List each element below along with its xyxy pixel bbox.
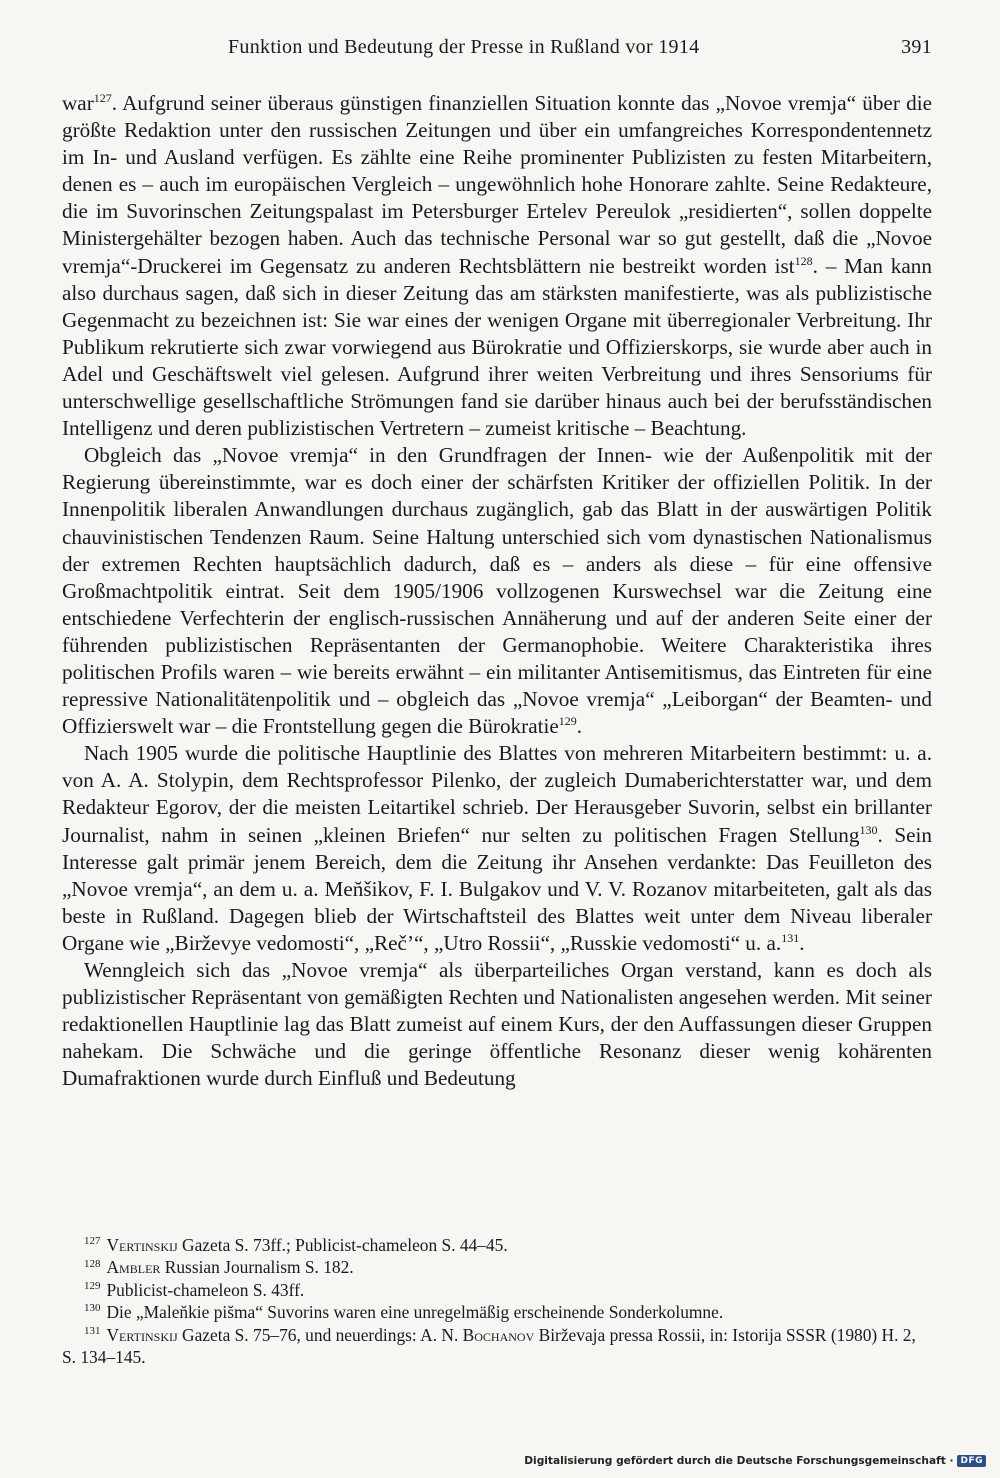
footnote-number: 128 — [84, 1257, 101, 1270]
footnote-marker: 131 — [781, 930, 800, 945]
text-run: Birževaja pressa Rossii, in: Istorija SSSR (1980) H. 2, S. 134–145. — [62, 1324, 916, 1368]
author-name: Ambler — [106, 1257, 161, 1278]
paragraph — [62, 740, 932, 957]
footnote-marker: 127 — [93, 90, 112, 105]
credit-text: Digitalisierung gefördert durch die Deutsche Forschungsgemeinschaft · — [524, 1455, 954, 1467]
text-run: Russian Journalism S. 182. — [160, 1257, 354, 1278]
dfg-logo: DFG — [957, 1455, 986, 1467]
author-name: Bochanov — [462, 1324, 535, 1345]
author-name: Vertinskij — [106, 1324, 178, 1345]
book-page — [62, 0, 932, 1478]
text-run: . Aufgrund seiner überaus günstigen finanziellen Situation konnte das „Novoe vremja“ über die größte Redaktion unter den russischen Zeitungen und über ein umfangreiches Korrespondentennetz im In- und Ausland verfügen. Es zählte eine Reihe prominenter Publizisten zu festen Mitarbeitern, denen es – auch im europäischen Vergleich – ungewöhnlich hohe Honorare zahlte. Seine Redakteure, die im Suvorinschen Zeitungspalast im Petersburger Ertelev Pereulok „residierten“, sollen doppelte Ministergehälter bezogen haben. Auch das technische Personal war so gut gestellt, daß die „Novoe vremja“-Druckerei im Gegensatz zu anderen Rechtsblättern nie bestreikt worden ist — [62, 91, 932, 278]
running-header — [62, 36, 932, 66]
footnotes — [62, 1234, 932, 1368]
text-run: war — [62, 91, 94, 115]
text-run: Wenngleich sich das „Novoe vremja“ als überparteiliches Organ verstand, kann es doch als publizistischer Repräsentant von gemäßigten Rechten und Nationalisten angesehen werden. Mit seiner redaktionellen Hauptlinie lag das Blatt zumeist auf einem Kurs, der den Auffassungen dieser Gruppen nahekam. Die Schwäche und die geringe öffentliche Resonanz dieser wenig kohärenten Dumafraktionen wurde durch Einfluß und Bedeutung — [62, 958, 932, 1091]
text-run: Obgleich das „Novoe vremja“ in den Grundfragen der Innen- wie der Außenpolitik mit der Regierung übereinstimmte, war es doch einer der schärfsten Kritiker der offiziellen Politik. In der Innenpolitik liberalen Anwandlungen durchaus zugänglich, gab das Blatt in der auswärtigen Politik chauvinistischen Tendenzen Raum. Seine Haltung unterschied sich vom dynastischen Nationalismus der extremen Rechten hauptsächlich dadurch, daß es – anders als diese – für eine offensive Großmachtpolitik eintrat. Seit dem 1905/1906 vollzogenen Kurswechsel war die Zeitung eine entschiedene Verfechterin der englisch-russischen Annäherung und auf der anderen Seite einer der führenden publizistischen Repräsentanten der Germanophobie. Weitere Charakteristika ihres politischen Profils waren – wie bereits erwähnt – ein militanter Antisemitismus, das Eintreten für eine repressive Nationalitätenpolitik und – obgleich das „Novoe vremja“ „Leiborgan“ der Beamten- und Offizierswelt war – die Frontstellung gegen die Bürokratie — [62, 443, 932, 739]
page-number: 391 — [901, 36, 932, 58]
footnote — [62, 1256, 932, 1278]
footnote-marker: 129 — [558, 714, 577, 729]
footnote-number: 127 — [84, 1235, 101, 1248]
footnote-number: 129 — [84, 1280, 101, 1293]
text-run: Die „Malen̆kie pis̆ma“ Suvorins waren eine unregelmäßig erscheinende Sonderkolumne. — [106, 1302, 724, 1323]
footnote — [62, 1279, 932, 1301]
footnote-marker: 130 — [859, 822, 878, 837]
text-run: Gazeta S. 75–76, und neuerdings: A. N. — [177, 1324, 463, 1345]
running-title: Funktion und Bedeutung der Presse in Rußland vor 1914 — [228, 36, 700, 58]
text-run: . – Man kann also durchaus sagen, daß sich in dieser Zeitung das am stärksten manifestierte, was als publizistische Gegenmacht zu bezeichnen ist: Sie war eines der wenigen Organe mit überregionaler Verbreitung. Ihr Publikum rekrutierte sich zwar vorwiegend aus Bürokratie und Offizierskorps, sie wurde aber auch in Adel und Geschäftswelt viel gelesen. Aufgrund ihrer weiten Verbreitung und ihres Sensoriums für unterschwellige gesellschaftliche Strömungen fand sie darüber hinaus auch bei der berufsständischen Intelligenz und deren publizistischen Vertretern – zumeist kritische – Beachtung. — [62, 253, 932, 441]
text-run: . Sein Interesse galt primär jenem Bereich, dem die Zeitung ihr Ansehen verdankte: Das Feuilleton des „Novoe vremja“, an dem u. a. Men̆šikov, F. I. Bulgakov und V. V. Rozanov mitarbeiteten, galt als das beste in Rußland. Dagegen blieb der Wirtschaftsteil des Blattes weit unter dem Niveau liberaler Organe wie „Birževye vedomosti“, „Reč’“, „Utro Rossii“, „Russkie vedomosti“ u. a. — [62, 822, 933, 955]
footnote — [62, 1234, 932, 1256]
body-text — [62, 90, 932, 1092]
footnote-number: 131 — [84, 1324, 101, 1337]
text-run: Gazeta S. 73ff.; Publicist-chameleon S. 44–45. — [177, 1235, 508, 1255]
text-run: . — [799, 930, 805, 955]
footnote-marker: 128 — [794, 253, 813, 268]
text-run: . — [576, 714, 583, 739]
paragraph — [62, 442, 932, 740]
digitization-credit — [524, 1455, 986, 1467]
footnote — [62, 1301, 932, 1323]
paragraph — [62, 957, 932, 1092]
footnote-number: 130 — [84, 1302, 101, 1315]
author-name: Vertinskij — [106, 1235, 178, 1255]
text-run: Nach 1905 wurde die politische Hauptlinie des Blattes von mehreren Mitarbeitern bestimmt: u. a. von A. A. Stolypin, dem Rechtsprofessor Pilenko, der zugleich Dumaberichterstatter war, und dem Redakteur Egorov, der die meisten Leitartikel schrieb. Der Herausgeber Suvorin, selbst ein brillanter Journalist, nahm in seinen „kleinen Briefen“ nur selten zu politischen Fragen Stellung — [62, 741, 932, 847]
paragraph — [62, 90, 932, 442]
text-run: Publicist-chameleon S. 43ff. — [106, 1279, 305, 1300]
footnote — [62, 1324, 932, 1369]
